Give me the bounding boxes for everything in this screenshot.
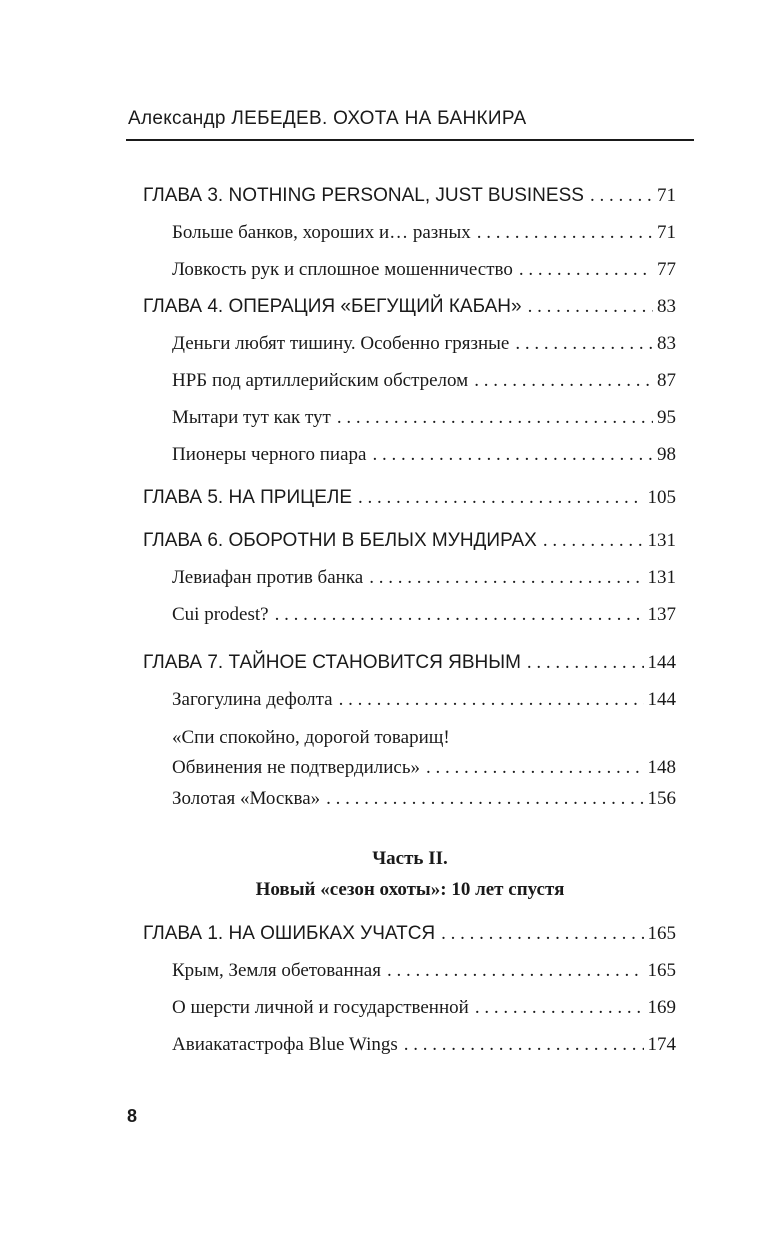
toc-chapter-6[interactable] — [143, 529, 676, 553]
toc-entry-title: Ловкость рук и сплошное мошенничество — [172, 258, 519, 282]
running-header: Александр ЛЕБЕДЕВ. ОХОТА НА БАНКИРА — [128, 108, 527, 129]
leader-dots — [528, 295, 653, 319]
toc-entry-page: 98 — [657, 444, 676, 465]
toc-entry-title: ГЛАВА 3. NOTHING PERSONAL, JUST BUSINESS — [143, 184, 590, 208]
toc-chapter-5[interactable] — [143, 486, 676, 510]
toc-entry-page: 71 — [657, 185, 676, 206]
toc-entry-page: 137 — [647, 604, 676, 625]
leader-dots — [275, 603, 644, 627]
toc-entry-title: Загогулина дефолта — [172, 688, 339, 712]
toc-entry-title: Cui prodest? — [172, 603, 275, 627]
toc-chapter-1[interactable] — [143, 922, 676, 946]
toc-section[interactable] — [172, 566, 676, 590]
toc-entry-page: 105 — [647, 487, 676, 508]
toc-section[interactable] — [172, 996, 676, 1020]
leader-dots — [358, 486, 643, 510]
toc-section[interactable] — [172, 369, 676, 393]
toc-section[interactable] — [172, 959, 676, 983]
toc-entry-page: 131 — [647, 530, 676, 551]
toc-entry-page: 87 — [657, 370, 676, 391]
toc-entry-page: 165 — [647, 960, 676, 981]
toc-section[interactable] — [172, 1033, 676, 1057]
toc-entry-page: 77 — [657, 259, 676, 280]
toc-chapter-4[interactable] — [143, 295, 676, 319]
toc-section[interactable] — [172, 756, 676, 780]
leader-dots — [543, 529, 644, 553]
toc-entry-page: 165 — [647, 923, 676, 944]
toc-entry-title: Мытари тут как тут — [172, 406, 337, 430]
toc-entry-title: ГЛАВА 7. ТАЙНОЕ СТАНОВИТСЯ ЯВНЫМ — [143, 651, 527, 675]
toc-entry-page: 144 — [647, 689, 676, 710]
part-title: Новый «сезон охоты»: 10 лет спустя — [255, 879, 565, 900]
toc-section[interactable] — [172, 787, 676, 811]
toc-section[interactable] — [172, 443, 676, 467]
leader-dots — [441, 922, 643, 946]
toc-entry-page: 131 — [647, 567, 676, 588]
part-label: Часть II. — [372, 848, 448, 869]
toc-entry-title: ГЛАВА 6. ОБОРОТНИ В БЕЛЫХ МУНДИРАХ — [143, 529, 543, 553]
leader-dots — [369, 566, 643, 590]
toc-section[interactable] — [172, 332, 676, 356]
toc-entry-page: 148 — [647, 757, 676, 778]
leader-dots — [337, 406, 653, 430]
leader-dots — [404, 1033, 644, 1057]
toc-section[interactable] — [172, 258, 676, 282]
leader-dots — [519, 258, 653, 282]
toc-entry-page: 156 — [647, 788, 676, 809]
toc-entry-title: ГЛАВА 1. НА ОШИБКАХ УЧАТСЯ — [143, 922, 441, 946]
toc-entry-title: Пионеры черного пиара — [172, 443, 372, 467]
toc-entry-title: О шерсти личной и государственной — [172, 996, 475, 1020]
toc-entry-title: ГЛАВА 4. ОПЕРАЦИЯ «БЕГУЩИЙ КАБАН» — [143, 295, 528, 319]
leader-dots — [326, 787, 643, 811]
toc-section[interactable] — [172, 688, 676, 712]
page-number: 8 — [127, 1106, 138, 1126]
toc-section-first-line[interactable]: «Спи спокойно, дорогой товарищ! — [172, 727, 450, 748]
toc-entry-title: Больше банков, хороших и… разных — [172, 221, 477, 245]
toc-entry-page: 144 — [647, 652, 676, 673]
toc-entry-title: Левиафан против банка — [172, 566, 369, 590]
toc-entry-page: 83 — [657, 296, 676, 317]
toc-entry-page: 83 — [657, 333, 676, 354]
toc-section[interactable] — [172, 406, 676, 430]
toc-entry-title: Деньги любят тишину. Особенно грязные — [172, 332, 515, 356]
leader-dots — [475, 996, 644, 1020]
toc-entry-title: Обвинения не подтвердились» — [172, 756, 426, 780]
leader-dots — [474, 369, 653, 393]
toc-entry-title: НРБ под артиллерийским обстрелом — [172, 369, 474, 393]
toc-entry-page: 71 — [657, 222, 676, 243]
leader-dots — [515, 332, 653, 356]
leader-dots — [590, 184, 653, 208]
leader-dots — [339, 688, 644, 712]
toc-entry-page: 169 — [647, 997, 676, 1018]
leader-dots — [372, 443, 653, 467]
toc-section[interactable] — [172, 603, 676, 627]
toc-entry-page: 174 — [647, 1034, 676, 1055]
leader-dots — [527, 651, 644, 675]
toc-entry-title: Авиакатастрофа Blue Wings — [172, 1033, 404, 1057]
toc-section[interactable] — [172, 221, 676, 245]
toc-entry-title: Золотая «Москва» — [172, 787, 326, 811]
leader-dots — [477, 221, 653, 245]
leader-dots — [387, 959, 644, 983]
toc-entry-title: ГЛАВА 5. НА ПРИЦЕЛЕ — [143, 486, 358, 510]
toc-chapter-3[interactable] — [143, 184, 676, 208]
leader-dots — [426, 756, 643, 780]
toc-chapter-7[interactable] — [143, 651, 676, 675]
toc-entry-title: Крым, Земля обетованная — [172, 959, 387, 983]
toc-entry-page: 95 — [657, 407, 676, 428]
